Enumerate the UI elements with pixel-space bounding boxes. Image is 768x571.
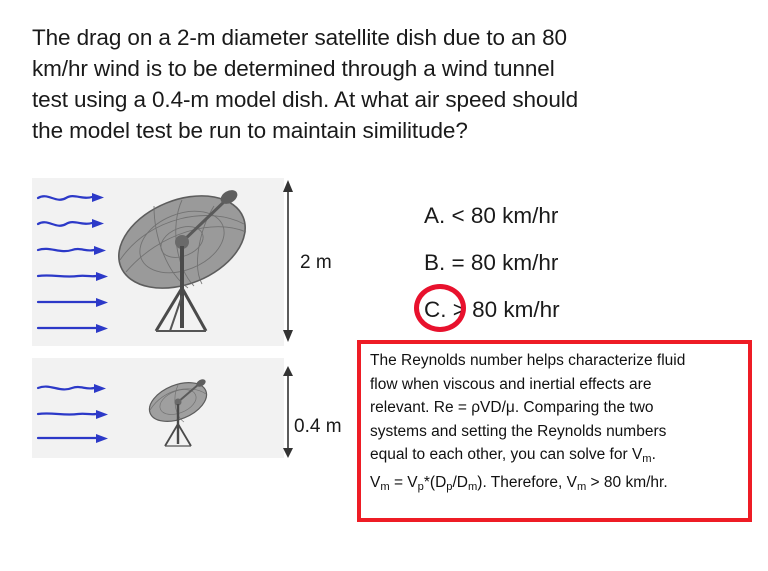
explanation-vp-sub: p [417, 481, 424, 494]
explanation-line-5 [370, 443, 740, 471]
wind-streamline-arrows [34, 184, 112, 344]
dimension-label-model: 0.4 m [294, 416, 342, 437]
explanation-therefore: ). Therefore, V [477, 474, 577, 492]
answer-choice-c[interactable]: C. > 80 km/hr [424, 297, 560, 322]
explanation-line-3: relevant. Re = ρVD/μ. Comparing the two [370, 399, 654, 416]
question-text: The drag on a 2-m diameter satellite dish due to an 80 km/hr wind is to be determined through a wind tunnel test using a 0.4-m model dish. At what air speed should the model test be run to maintain similitude? [32, 25, 579, 143]
explanation-line-5-text: equal to each other, you can solve for V [370, 446, 643, 463]
explanation-conclusion: > 80 km/hr. [586, 474, 668, 492]
explanation-line-2: flow when viscous and inertial effects are [370, 375, 652, 393]
answer-choice-list [424, 192, 724, 333]
explanation-line-5-subscript: m [642, 452, 652, 465]
explanation-dp-sub: p [446, 481, 453, 494]
explanation-line-1: The Reynolds number helps characterize fluid [370, 352, 686, 369]
wind-streamline-arrows-model [34, 376, 112, 454]
explanation-dm-sub: m [467, 481, 478, 494]
correct-answer-highlight-circle [414, 284, 466, 332]
satellite-dish-model [144, 374, 222, 456]
answer-choice-a[interactable]: A. < 80 km/hr [424, 203, 559, 228]
dimension-label-prototype: 2 m [300, 252, 332, 273]
explanation-line-5-end: . [651, 446, 656, 463]
dimension-arrow-model [280, 366, 296, 458]
explanation-vm-1: V [370, 474, 381, 492]
figure-group [32, 178, 352, 463]
explanation-dm: /D [452, 474, 468, 492]
answer-choice-b[interactable]: B. = 80 km/hr [424, 250, 559, 275]
explanation-therefore-sub: m [576, 481, 587, 494]
explanation-line-4: systems and setting the Reynolds numbers [370, 422, 667, 440]
explanation-line-6 [370, 471, 740, 499]
dimension-arrow-prototype [280, 180, 296, 342]
explanation-dp: *(D [423, 474, 447, 492]
explanation-vm-1-sub: m [380, 481, 390, 494]
explanation-callout [357, 340, 752, 522]
satellite-dish-prototype [110, 176, 270, 346]
explanation-vp: = V [389, 474, 418, 492]
